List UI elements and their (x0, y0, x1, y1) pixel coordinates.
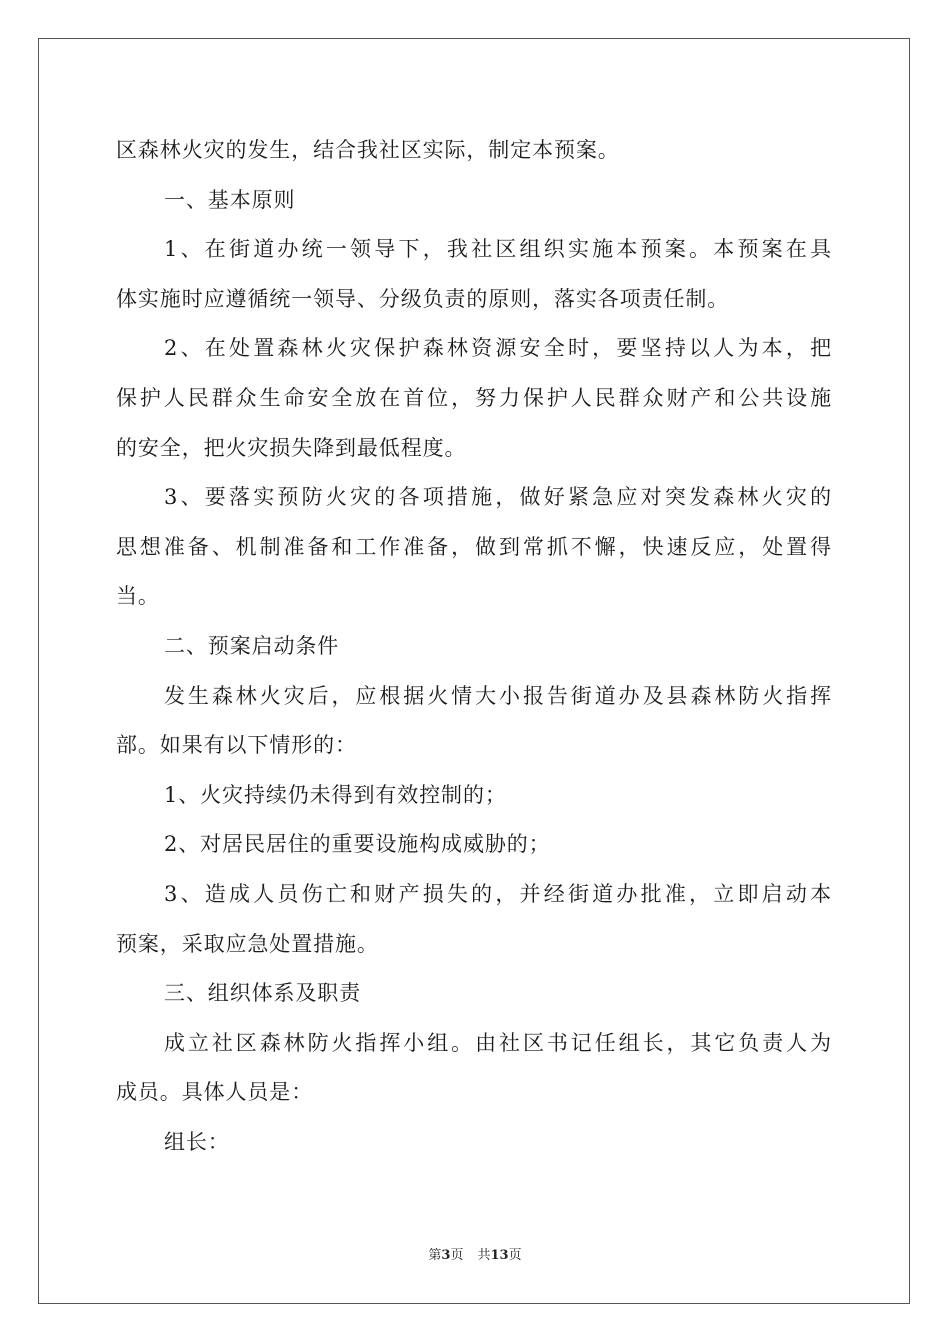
section-heading: 三、组织体系及职责 (164, 981, 362, 1006)
text-line: 1、在街道办统一领导下，我社区组织实施本预案。本预案在具 (164, 237, 832, 262)
page-suffix: 页 (450, 1248, 464, 1263)
text-line: 预案，采取应急处置措施。 (116, 931, 379, 956)
text-line: 部。如果有以下情形的： (116, 733, 357, 758)
page-footer (0, 1244, 950, 1263)
text-line: 3、造成人员伤亡和财产损失的，并经街道办批准，立即启动本 (164, 881, 832, 906)
section-heading: 二、预案启动条件 (164, 633, 340, 658)
text-line: 的安全，把火灾损失降到最低程度。 (116, 435, 467, 460)
text-line: 体实施时应遵循统一领导、分级负责的原则，落实各项责任制。 (116, 286, 730, 311)
section-heading: 一、基本原则 (164, 187, 296, 212)
total-pages: 13 (490, 1248, 509, 1263)
text-line: 组长： (164, 1129, 230, 1154)
page-prefix: 第 (428, 1248, 442, 1263)
text-line: 区森林火灾的发生，结合我社区实际，制定本预案。 (116, 138, 620, 162)
document-body (116, 126, 832, 1167)
total-suffix: 页 (508, 1248, 522, 1263)
text-line: 保护人民群众生命安全放在首位，努力保护人民群众财产和公共设施 (116, 385, 832, 410)
total-prefix: 共 (477, 1248, 491, 1263)
text-line: 2、对居民居住的重要设施构成威胁的； (164, 832, 551, 857)
text-line: 思想准备、机制准备和工作准备，做到常抓不懈，快速反应，处置得 (116, 534, 832, 559)
text-line: 3、要落实预防火灾的各项措施，做好紧急应对突发森林火灾的 (164, 485, 832, 510)
text-line: 发生森林火灾后，应根据火情大小报告街道办及县森林防火指挥 (164, 683, 832, 708)
text-line: 成员。具体人员是： (116, 1080, 314, 1105)
text-line: 2、在处置森林火灾保护森林资源安全时，要坚持以人为本，把 (164, 336, 832, 361)
text-line: 当。 (116, 584, 160, 609)
page-number: 3 (441, 1248, 451, 1263)
text-line: 成立社区森林防火指挥小组。由社区书记任组长，其它负责人为 (164, 1030, 832, 1055)
text-line: 1、火灾持续仍未得到有效控制的； (164, 782, 507, 807)
